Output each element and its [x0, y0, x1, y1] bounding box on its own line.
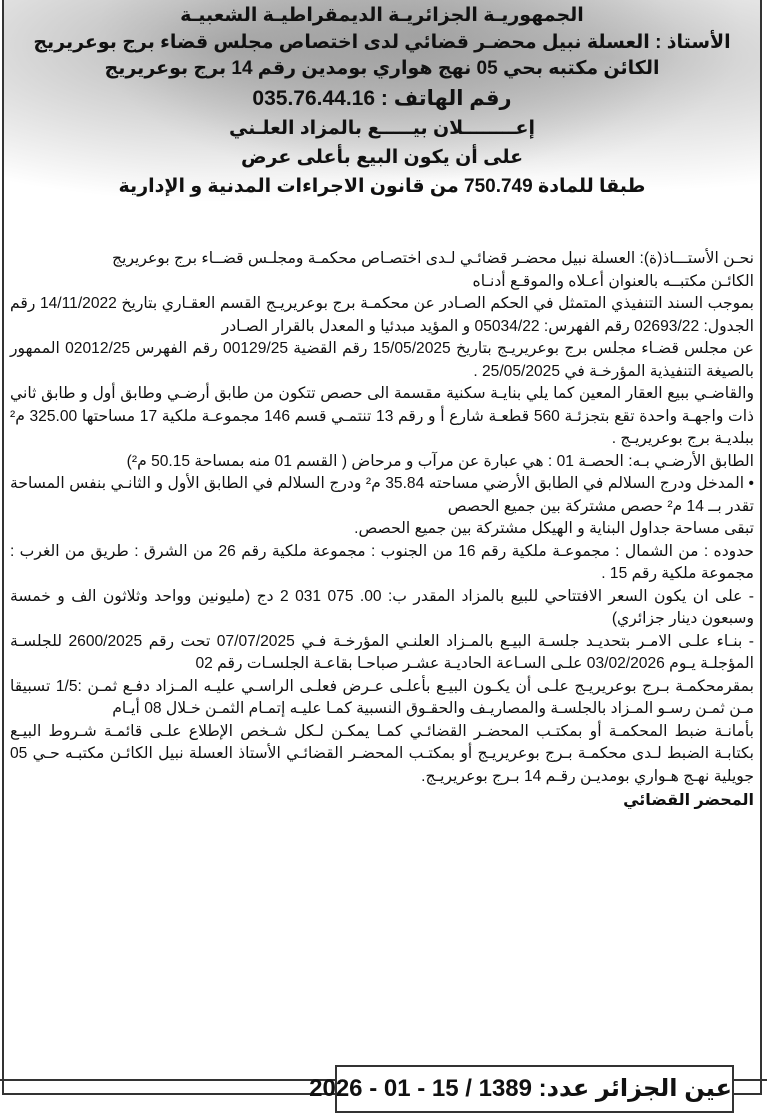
paragraph-payment-terms: بمقرمحكمـة بـرج بوعريريـج علـى أن يكـون البيـع بأعلـى عـرض فعلـى الراسـي عليـه المـزاد دفـع ثمـن :1/5 تسبيقا مـن ثمـن رسـو المـزاد بالجلسـة والمصاريـف والحقـوق النسبية كمـا عليـه إتمـام الثمـن خـلال 08 أيـام [10, 677, 754, 717]
notice-body [10, 248, 754, 813]
phone-label: رقم الهاتف : [380, 87, 512, 110]
bailiff-name: الأستاذ : العسلة نبيل محضـر قضائي لدى اختصاص مجلس قضاء برج بوعريريج [33, 32, 731, 53]
phone-number: 035.76.44.16 [252, 87, 376, 110]
paragraph-office: الكائـن مكتبــه بالعنوان أعـلاه والموقـع أدنـاه [472, 272, 754, 290]
paragraph-opening-price: - على ان يكون السعر الافتتاحي للبيع بالمزاد المقدر ب: 00. 075 031 2 دج (مليونين وواحد وثلاثون الف و خمسة وسبعون دينار جزائري) [10, 587, 754, 627]
legal-basis: طبقا للمادة 750.749 من قانون الاجراءات المدنية و الإدارية [118, 176, 646, 197]
paragraph-court-decision: عن مجلس قضـاء مجلس برج بوعريريـج بتاريخ 15/05/2025 رقم القضية 00129/25 رقم الفهرس 02012/25 الممهور بالصيغة التنفيذية المؤرخـة في 25/05/2025 . [10, 340, 754, 380]
notice-header [4, 0, 760, 230]
paragraph-judgment: بموجب السند التنفيذي المتمثل في الحكم الصـادر عن محكمـة برج بوعريريـج القسم العقـاري بتاريخ 14/11/2022 رقم الجدول: 02693/22 رقم الفهرس: 05034/22 و المؤيد مبدئيا و المعدل بالقرار الصـادر [10, 295, 754, 335]
paragraph-bailiff-intro: نحـن الأستـــاذ(ة): العسلة نبيل محضـر قضائـي لـدى اختصـاص محكمـة ومجلـس قضــاء برج بوعريريج [112, 250, 754, 267]
signature: المحضر القضائي [623, 792, 754, 809]
phone-line [4, 86, 760, 111]
paragraph-property-description: والقاضـي ببيع العقار المعين كما يلي بنايـة سكنية مقسمة الى حصص تتكون من طابق أرضـي وطابق أول و طابق ثاني ذات واجهـة واحدة تقع بتجزئـة 560 قطعـة شارع أ و رقم 13 تنتمـي قسم 146 مجموعـة ملكية 17 مساحتها 325.00 م² ببلديـة برج بوعريريـج . [10, 385, 754, 447]
sale-condition: على أن يكون البيع بأعلى عرض [240, 147, 524, 168]
paragraph-stairs: • المدخل ودرج السلالم في الطابق الأرضي مساحته 35.84 م² ودرج السلالم في الطابق الأول و الثانـي بنفس المساحة تقدر بــ 14 م² حصص مشتركة بين جميع الحصص [10, 475, 754, 515]
notice-title: إعــــــــلان بيـــــع بالمزاد العلـني [228, 118, 536, 139]
paragraph-session-date: - بنـاء علـى الامـر بتحديـد جلسـة البيـع بالمـزاد العلنـي المؤرخـة فـي 07/07/2025 تحت رقم 2600/2025 للجلسـة المؤجلـة يـوم 03/02/2026 علـى السـاعة الحاديـة عشـر صباحـا بقاعـة الجلسـات رقم 02 [10, 632, 754, 672]
office-address: الكائن مكتبه بحي 05 نهج هواري بومدين رقم 14 برج بوعريريج [104, 58, 660, 79]
republic-title: الجمهوريـة الجزائريـة الديمقراطيـة الشعبيـة [180, 5, 584, 26]
publication-reference: عين الجزائر عدد: 1389 / 15 - 01 - 2026 [335, 1065, 734, 1113]
paragraph-ground-floor: الطابق الأرضـي بـه: الحصـة 01 : هي عبارة عن مرآب و مرحاض ( القسم 01 منه بمساحة 50.15 م²) [126, 452, 754, 470]
paragraph-conditions-access: بأمانـة ضبط المحكمـة أو بمكتـب المحضـر القضائـي كمـا يمكـن لـكل شـخص الإطلاع علـى قائمـة شـروط البيـع بكتابـة الضبط لـدى محكمـة بـرج بوعريريـج أو بمكتـب المحضـر القضائـي الأستاذ العسلة نبيل الكائـن مكتبـه حـي 05 جويلية نهـج هـواري بومديـن رقـم 14 بـرج بوعريريـج. [10, 722, 754, 785]
legal-notice-page [2, 0, 762, 1095]
paragraph-boundaries: حدوده : من الشمال : مجموعـة ملكية رقم 16 من الجنوب : مجموعة ملكية رقم 26 من الشرق : طريق من الغرب : مجموعة ملكية رقم 15 . [10, 542, 755, 582]
paragraph-common-parts: تبقى مساحة جداول البناية و الهيكل مشتركة بين جميع الحصص. [354, 520, 754, 537]
